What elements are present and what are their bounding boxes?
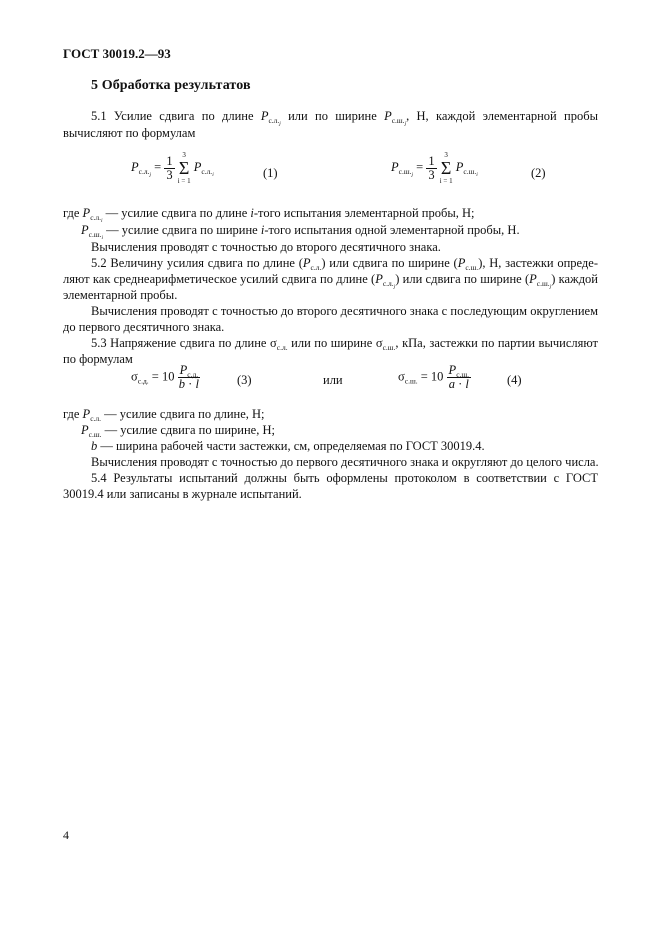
calc-note-3: Вычисления проводят с точностью до первого десятичного знака и округляют до целого числа. xyxy=(91,455,599,469)
formula-3: $\sigma_{с.д.} = 10$ $\frac{P_{с.д.}}{b \cdot l}$ xyxy=(131,363,199,391)
formula-2: $P_{с.ш._j}$ = $\frac{1}{3}$ 3 Σ i = 1 $P_{с.ш._i}$ xyxy=(391,151,478,185)
formula-3-number: (3) xyxy=(237,373,252,387)
formula-1: $P_{с.л._j}$ = $\frac{1}{3}$ 3 Σ i = 1 $P_{с.л._i}$ xyxy=(131,151,214,185)
p53-line2: по формулам xyxy=(63,352,133,366)
formula-2-number: (2) xyxy=(531,166,546,180)
formula-1-number: (1) xyxy=(263,166,278,180)
formula-4: $\sigma_{с.ш.} = 10$ $\frac{P_{с.ш.}}{a \cdot l}$ xyxy=(398,363,470,391)
calc-note-2-line1: Вычисления проводят с точностью до второго десятичного знака с последующим округлением xyxy=(91,304,598,318)
formula-4-number: (4) xyxy=(507,373,522,387)
formula-or: или xyxy=(323,373,343,387)
p54-line2: 30019.4 или записаны в журнале испытаний. xyxy=(63,487,302,501)
p53-line1: 5.3 Напряжение сдвига по длине $\sigma_{с.л.}$ или по ширине $\sigma_{с.ш.}$, кПа, застежки по партии вычисляют xyxy=(91,336,599,352)
p54-line1: 5.4 Результаты испытаний должны быть оформлены протоколом в соответствии с ГОСТ xyxy=(91,471,598,485)
p52-line2: ляют как среднеарифметическое усилий сдвига по длине $(P_{с.л._j})$ или сдвига по ширине $(P_{с.ш._j})$ каждой xyxy=(63,272,598,290)
where2-line2: $P_{с.ш.}$ — усилие сдвига по ширине, Н; xyxy=(81,423,275,439)
p52-line3: элементарной пробы. xyxy=(63,288,178,302)
calc-note-2-line2: до первого десятичного знака. xyxy=(63,320,225,334)
where1-line1: где $P_{с.л._i}$ — усилие сдвига по длине i-того испытания элементарной пробы, Н; xyxy=(63,206,475,224)
document-code: ГОСТ 30019.2—93 xyxy=(63,46,171,61)
p52-line1: 5.2 Величину усилия сдвига по длине $(P_{с.л.})$ или сдвига по ширине $(P_{с.ш.})$, Н, застежки опреде- xyxy=(91,256,598,272)
where2-line1: где $P_{с.л.}$ — усилие сдвига по длине, Н; xyxy=(63,407,265,423)
p51-line2: вычисляют по формулам xyxy=(63,126,196,140)
p51-line1: 5.1 Усилие сдвига по длине $P_{с.л._j}$ или по ширине $P_{с.ш._j}$, Н, каждой элементарной пробы xyxy=(91,109,598,127)
section-title: 5 Обработка результатов xyxy=(91,78,251,93)
where2-line3: b — ширина рабочей части застежки, см, определяемая по ГОСТ 30019.4. xyxy=(91,439,485,453)
where1-line2: $P_{с.ш._i}$ — усилие сдвига по ширине i-того испытания одной элементарной пробы, Н. xyxy=(81,223,520,241)
calc-note-1: Вычисления проводят с точностью до второго десятичного знака. xyxy=(91,240,441,254)
page-number: 4 xyxy=(63,828,69,842)
